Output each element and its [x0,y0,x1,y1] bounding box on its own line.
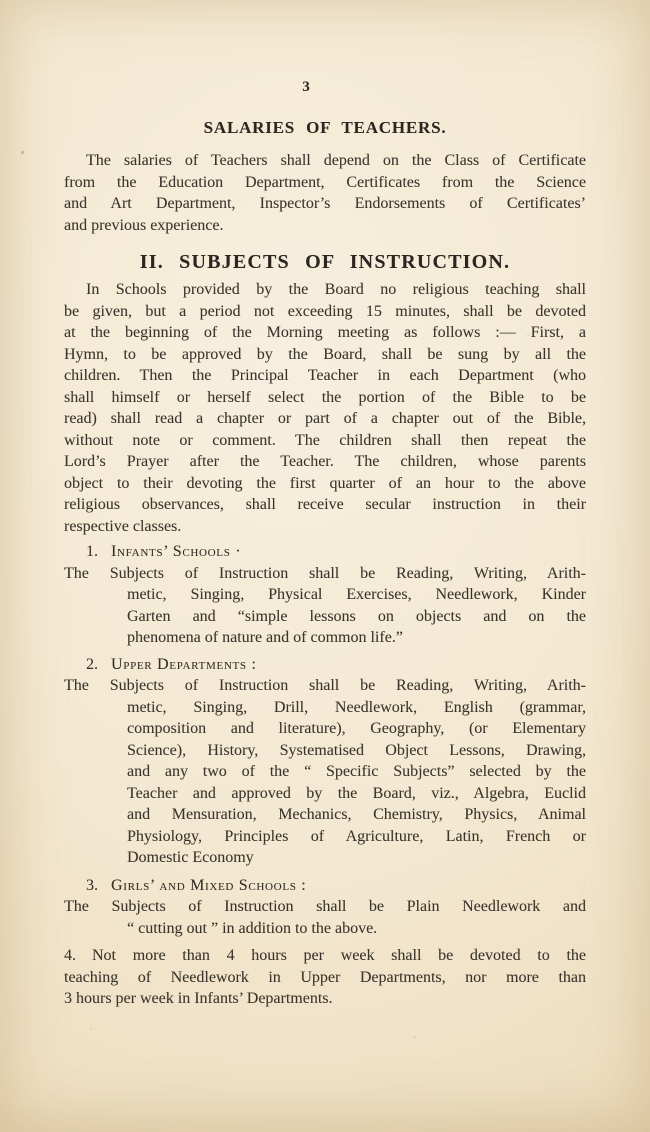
text-line: and Mensuration, Mechanics, Chemistry, Physics, Animal [127,806,586,823]
text-line: Domestic Economy [127,849,254,866]
text-line: The Subjects of Instruction shall be Plain Needlework and [64,898,586,915]
text-line: and Art Department, Inspector’s Endorsements of Certificates’ [64,195,586,212]
item-heading [64,654,586,676]
text-line: religious observances, shall receive secular instruction in their [64,496,586,513]
item-title: Girls’ and Mixed Schools : [111,876,307,894]
text-line: be given, but a period not exceeding 15 minutes, shall be devoted [64,302,586,320]
text-line: and previous experience. [64,216,224,234]
text-line: The Subjects of Instruction shall be Reading, Writing, Arith- [64,564,586,582]
item-heading [64,875,586,897]
text-line: The Subjects of Instruction shall be Reading, Writing, Arith- [64,677,586,694]
text-line: phenomena of nature and of common life.” [127,629,403,646]
item-body [64,675,586,869]
text-line: and any two of the “ Specific Subjects” selected by the [127,763,586,780]
instruction-item-upper-departments [64,654,586,869]
paper-speck [90,1028,92,1030]
text-line: from the Education Department, Certificates from the Science [64,173,586,191]
text-line: In Schools provided by the Board no religious teaching shall [86,281,586,298]
instruction-item-infants-schools [64,541,586,649]
item-heading [64,541,586,563]
paper-speck [21,151,24,154]
text-line: respective classes. [64,517,182,535]
text-line: read) shall read a chapter or part of a chapter out of the Bible, [64,410,586,427]
item-title: Infants’ Schools · [111,543,242,560]
text-line: “ cutting out ” in addition to the above. [127,919,378,937]
item-number: 3. [86,876,98,894]
text-line: Lord’s Prayer after the Teacher. The children, whose parents [64,453,586,470]
text-line: metic, Singing, Drill, Needlework, English (grammar, [127,698,586,716]
text-line: Garten and “simple lessons on objects and on the [127,607,586,625]
text-line: 3 hours per week in Infants’ Departments. [64,990,333,1007]
instruction-item-girls-and-mixed-schools [64,875,586,940]
text-line: children. Then the Principal Teacher in each Department (who [64,367,586,384]
item-body [64,896,586,939]
page-number: 3 [302,79,310,95]
item-title: Upper Departments : [111,655,257,673]
text-line: Teacher and approved by the Board, viz., Algebra, Euclid [127,784,586,802]
paper-speck [413,1036,416,1038]
salaries-paragraph [64,150,586,236]
text-line: teaching of Needlework in Upper Departments, nor more than [64,968,586,986]
text-line: The salaries of Teachers shall depend on the Class of Certificate [86,152,586,169]
instruction-intro-paragraph [64,279,586,537]
text-line: without note or comment. The children shall then repeat the [64,431,586,449]
section-title-subjects-of-instruction: II. SUBJECTS OF INSTRUCTION. [139,251,511,273]
text-line: Hymn, to be approved by the Board, shall be sung by all the [64,345,586,363]
text-line: Physiology, Principles of Agriculture, Latin, French or [127,827,586,845]
text-line: object to their devoting the first quarter of an hour to the above [64,474,586,492]
item-number: 2. [86,655,98,673]
text-line: 4. Not more than 4 hours per week shall be devoted to the [64,947,586,964]
text-line: composition and literature), Geography, (or Elementary [127,720,586,737]
clause-4-paragraph [64,945,586,1010]
page-content [64,0,586,1010]
item-number: 1. [86,543,98,560]
text-line: shall himself or herself select the portion of the Bible to be [64,388,586,406]
text-line: at the beginning of the Morning meeting as follows :— First, a [64,324,586,341]
text-line: Science), History, Systematised Object Lessons, Drawing, [127,741,586,759]
text-line: metic, Singing, Physical Exercises, Needlework, Kinder [127,586,586,603]
item-body [64,563,586,649]
section-title-salaries: SALARIES OF TEACHERS. [203,118,447,137]
